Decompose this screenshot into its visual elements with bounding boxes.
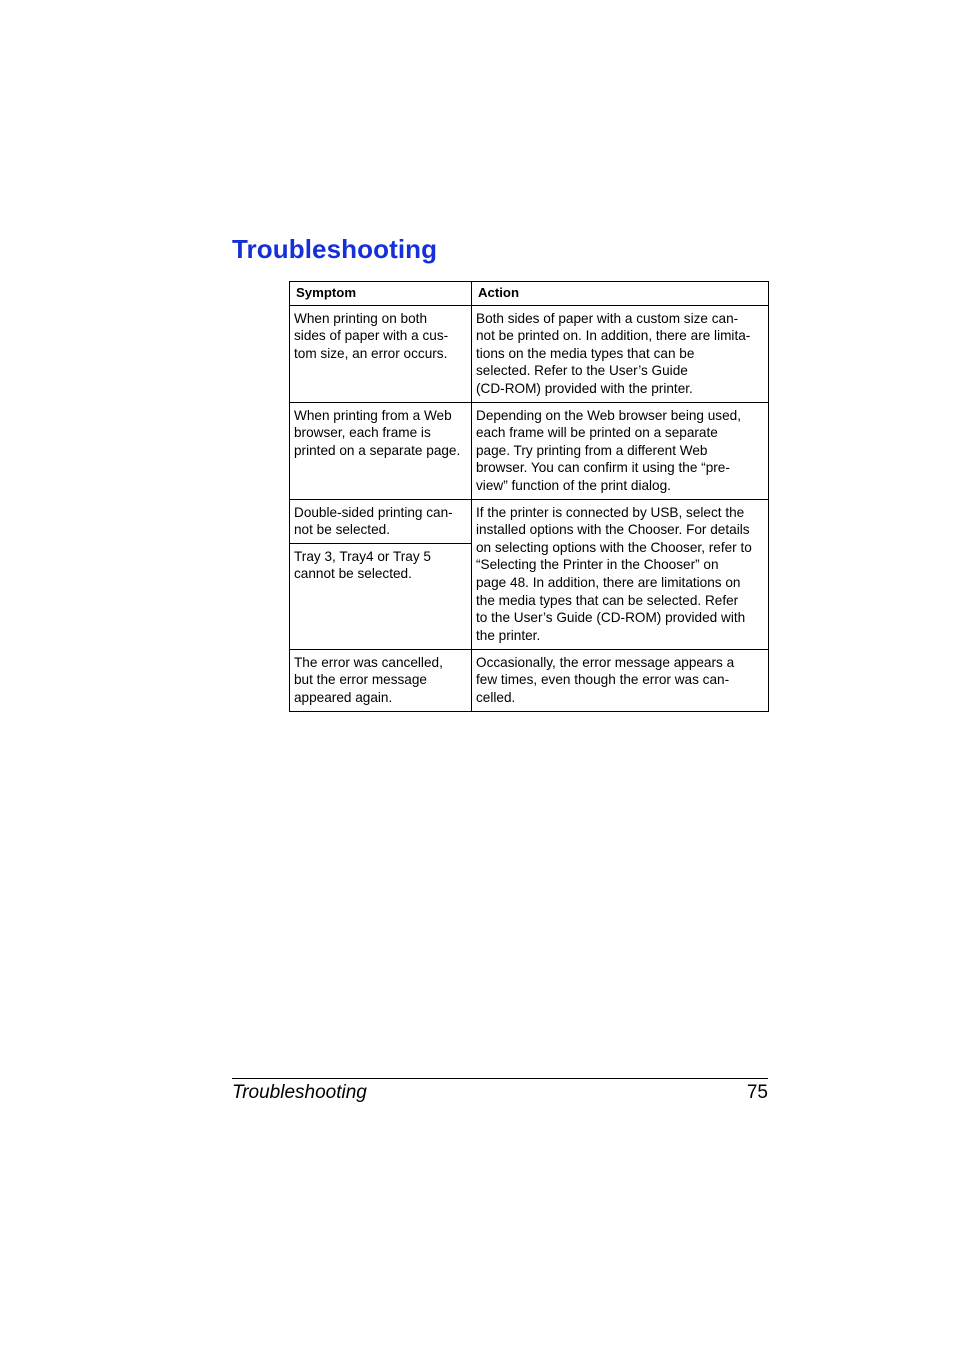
troubleshooting-table [289, 281, 769, 712]
symptom-cell: The error was cancelled, but the error message appeared again. [290, 649, 472, 711]
symptom-cell: When printing from a Web browser, each frame is printed on a separate page. [290, 402, 472, 499]
action-cell: Both sides of paper with a custom size can- not be printed on. In addition, there are limita- tions on the media types that can be selected. Refer to the User’s Guide (CD-ROM) provided with the printer. [472, 305, 769, 402]
table-row [290, 649, 769, 711]
table-row [290, 305, 769, 402]
action-cell: Depending on the Web browser being used, each frame will be printed on a separate page. Try printing from a different Web browser. You can confirm it using the “pre- view” function of the print dialog. [472, 402, 769, 499]
footer-divider [232, 1078, 768, 1079]
symptom-cell: Tray 3, Tray4 or Tray 5 cannot be selected. [290, 543, 472, 649]
symptom-cell: When printing on both sides of paper with a cus- tom size, an error occurs. [290, 305, 472, 402]
page-title: Troubleshooting [232, 234, 438, 264]
table-row [290, 402, 769, 499]
action-column-header: Action [472, 282, 769, 306]
symptom-cell: Double-sided printing can- not be selected. [290, 499, 472, 543]
action-cell: If the printer is connected by USB, select the installed options with the Chooser. For details on selecting options with the Chooser, refer to “Selecting the Printer in the Chooser” on page 48. In addition, there are limitations on the media types that can be selected. Refer to the User’s Guide (CD-ROM) provided with the printer. [472, 499, 769, 649]
action-cell: Occasionally, the error message appears a few times, even though the error was can- celled. [472, 649, 769, 711]
table-row [290, 499, 769, 543]
symptom-column-header: Symptom [290, 282, 472, 306]
page-number: 75 [746, 1082, 768, 1103]
table-header-row [290, 282, 769, 306]
footer-section-title: Troubleshooting [232, 1082, 367, 1103]
